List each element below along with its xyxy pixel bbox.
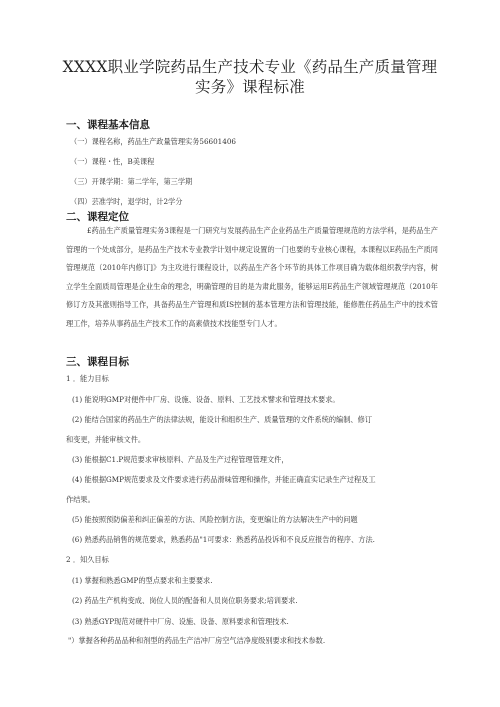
ability-objective-6: (6) 熟悉药品销售的规范要求，熟悉药品"1可要求：熟悉药品投诉和不良反应报告的程序、方法. — [72, 535, 375, 544]
semester-line: （三）开课学期：第二学年，第三学期 — [70, 177, 193, 186]
knowledge-objective-3: (3) 熟悉GYP现范对硬件中厂房、设施、设备、原料要求和管理技术. — [72, 617, 289, 626]
ability-objectives-subheading: 1 ．能力目标 — [66, 374, 109, 383]
document-title-line-2: 实务》课程标准 — [195, 78, 305, 96]
ability-objective-2-cont: 和变更，并能审核文件。 — [66, 435, 146, 444]
ability-objective-3: (3) 能根据C1.P规范要求审核原料、产品及生产过程管理管理文件， — [72, 455, 289, 464]
positioning-paragraph: £药品生产质量管理实务3课程是一门研究与发展药品生产企业药品生产质量管理规范的方法学科，是药品生产管理的一个处成部分，是药品生产技术专业教学计划中规定设置的一门也要的专业核心课程，本课程以E药品生产质同管理规范（2010年内修订]》为主攻进行课程设计，以药品生产各个环节的具体工作项目确为载体组织教学内容，树立学生全面质局管理是企业生命的理念，明确管理的目的是为肃此服务，能够运用E药品生产领域管理规范（2010年修订方及其涨则指导工作，具备药品生产管理和质IS控制的基本管理方法和管理技能，能修胜任药品生产中的技术管理工作，培养从事药品生产技术工作的高素债技术技能型专门人才。 — [66, 226, 438, 328]
knowledge-objective-1: (1) 掌握和熟悉GMP的型点要求和主要要求. — [72, 576, 213, 585]
course-name-line: （一）课程名称，药品生产政量管理实务56601406 — [70, 137, 236, 146]
ability-objective-5: (5) 能按照预防偏差和纠正偏差的方法、风险控制方法，变更编让的方法解决生产中的问题 — [72, 515, 358, 524]
ability-objective-4-cont: 作结果。 — [66, 495, 95, 504]
section-heading-basic-info: 一、课程基本信息 — [66, 119, 150, 131]
document-title-line-1: XXXX职业学院药品生产技术专业《药品生产质量管理 — [62, 58, 438, 76]
ability-objective-4: (4) 能根据GMP规范要求及文件要求进行药品滑味管理和操作，并能正确直实记录生产过程及工 — [72, 475, 376, 484]
credit-hours-line: （四）芸准学时，退学时，计2学分 — [70, 197, 183, 206]
knowledge-objectives-subheading: 2 ．知久目标 — [66, 555, 109, 564]
ability-objective-1: (1) 能说明GMP对便件中厂房、设施、设备、原料、工艺技术譬求和管理技术要求。 — [72, 395, 340, 404]
section-heading-positioning: 二、课程定位 — [66, 211, 129, 223]
course-type-line: （一）课程・性，B美课程 — [70, 157, 155, 166]
ability-objective-2: (2) 能结合国家的药品生产的法律法规，能设计和组织生产、质量管理的文件系统的编制、修订 — [72, 415, 372, 424]
section-heading-objectives: 三、课程目标 — [66, 356, 129, 368]
knowledge-objective-4: "）掌握各种药品品种和剂型的药品生产洁冲厂房空气洁净度级别要求和技术参数. — [68, 636, 326, 645]
knowledge-objective-2: (2) 药品生产机构变成、岗位人员的配备和人员岗位职务要求;培训要求. — [72, 596, 298, 605]
